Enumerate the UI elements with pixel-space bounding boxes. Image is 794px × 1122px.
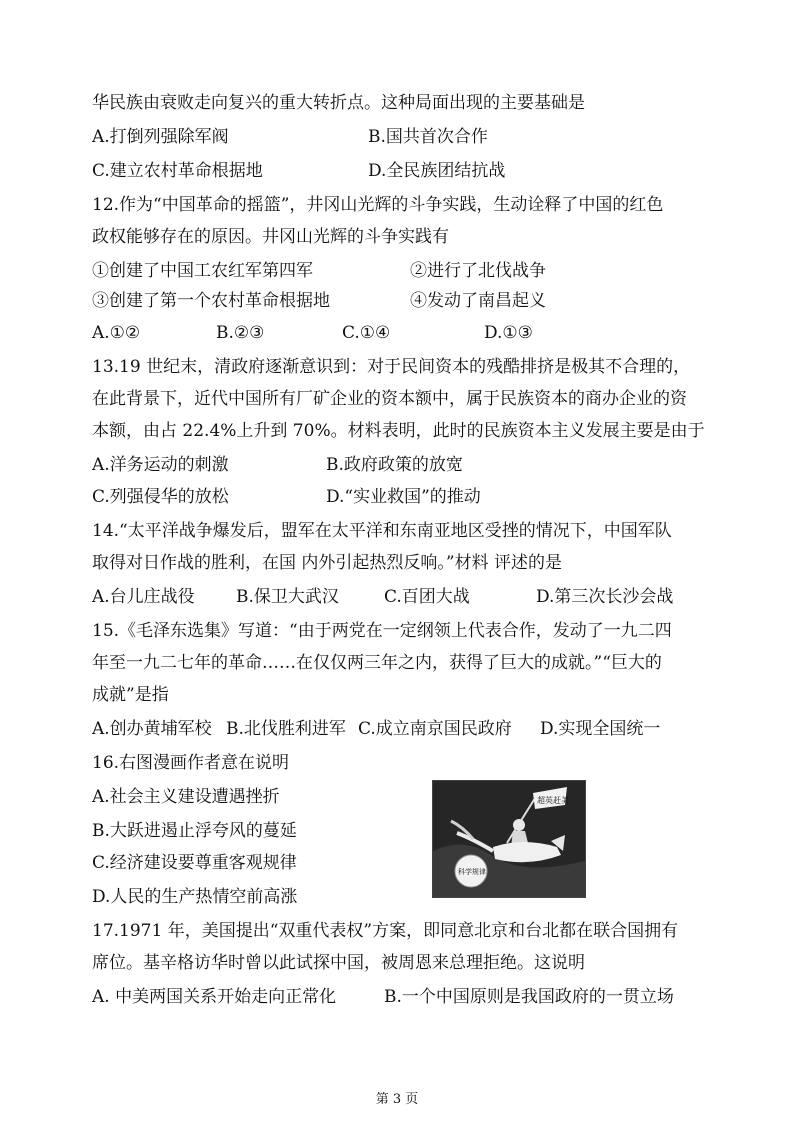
q15-option-a: A.创办黄埔军校 [92, 719, 212, 739]
q16-option-b: B.大跃进遏止浮夸风的蔓延 [92, 821, 297, 841]
q13-option-c: C.列强侵华的放松 [92, 487, 229, 507]
q14-option-b: B.保卫大武汉 [236, 587, 339, 607]
q11-option-d: D.全民族团结抗战 [368, 161, 506, 181]
q17-option-a: A. 中美两国关系开始走向正常化 [92, 987, 337, 1007]
q14-stem-1: 14.“太平洋战争爆发后，盟军在太平洋和东南亚地区受挫的情况下，中国军队 [92, 521, 672, 541]
q15-option-b: B.北伐胜利进军 [226, 719, 346, 739]
q14-stem-2: 取得对日作战的胜利，在国 内外引起热烈反响。”材料 评述的是 [92, 553, 562, 573]
q15-option-c: C.成立南京国民政府 [358, 719, 512, 739]
q15-stem-3: 成就”是指 [92, 685, 169, 705]
q16-option-d: D.人民的生产热情空前高涨 [92, 887, 298, 907]
q14-option-a: A.台儿庄战役 [92, 587, 195, 607]
q12-stem-2: 政权能够存在的原因。井冈山光辉的斗争实践有 [92, 227, 449, 247]
q16-option-a: A.社会主义建设遭遇挫折 [92, 787, 280, 807]
q13-option-b: B.政府政策的放宽 [326, 455, 463, 475]
q13-stem-3: 本额，由占 22.4%上升到 70%。材料表明，此时的民族资本主义发展主要是由于 [92, 421, 705, 441]
q15-stem-1: 15.《毛泽东选集》写道：“由于两党在一定纲领上代表合作，发动了一九二四 [92, 621, 672, 641]
page-number: 第 3 页 [375, 1092, 419, 1107]
q12-option-d: D.①③ [484, 323, 533, 343]
cartoon-ball-label: 科学规律 [458, 868, 486, 876]
q11-option-b: B.国共首次合作 [368, 127, 488, 147]
q11-option-c: C.建立农村革命根据地 [92, 161, 263, 181]
q14-option-d: D.第三次长沙会战 [536, 587, 674, 607]
q13-option-d: D.“实业救国”的推动 [326, 487, 481, 507]
q12-item-1: ①创建了中国工农红军第四军 [92, 261, 313, 281]
q17-option-b: B.一个中国原则是我国政府的一贯立场 [384, 987, 674, 1007]
q12-item-3: ③创建了第一个农村革命根据地 [92, 291, 330, 311]
q11-option-a: A.打倒列强除军阀 [92, 127, 229, 147]
q15-option-d: D.实现全国统一 [540, 719, 661, 739]
q13-stem-1: 13.19 世纪末，清政府逐渐意识到：对于民间资本的残酷排挤是极其不合理的， [92, 357, 691, 377]
cartoon-illustration [433, 781, 585, 897]
q12-stem-1: 12.作为“中国革命的摇篮”，井冈山光辉的斗争实践，生动诠释了中国的红色 [92, 195, 664, 215]
q16-stem: 16.右图漫画作者意在说明 [92, 753, 290, 773]
q15-stem-2: 年至一九二七年的革命……在仅仅两三年之内，获得了巨大的成就。”“巨大的 [92, 653, 662, 673]
q12-option-b: B.②③ [216, 323, 265, 343]
q17-stem-2: 席位。基辛格访华时曾以此试探中国，被周恩来总理拒绝。这说明 [92, 953, 585, 973]
q16-option-c: C.经济建设要尊重客观规律 [92, 853, 297, 873]
q13-stem-2: 在此背景下，近代中国所有厂矿企业的资本额中，属于民族资本的商办企业的资 [92, 389, 687, 409]
q17-stem-1: 17.1971 年，美国提出“双重代表权”方案，即同意北京和台北都在联合国拥有 [92, 921, 679, 941]
q12-option-c: C.①④ [342, 323, 391, 343]
q12-option-a: A.①② [92, 323, 141, 343]
q12-item-4: ④发动了南昌起义 [410, 291, 546, 311]
q13-option-a: A.洋务运动的刺激 [92, 455, 229, 475]
q12-item-2: ②进行了北伐战争 [410, 261, 546, 281]
cartoon-flag-label: 超英赶美 [537, 796, 569, 805]
q11-stem: 华民族由衰败走向复兴的重大转折点。这种局面出现的主要基础是 [92, 93, 585, 113]
q16-cartoon [432, 780, 586, 898]
q14-option-c: C.百团大战 [384, 587, 470, 607]
